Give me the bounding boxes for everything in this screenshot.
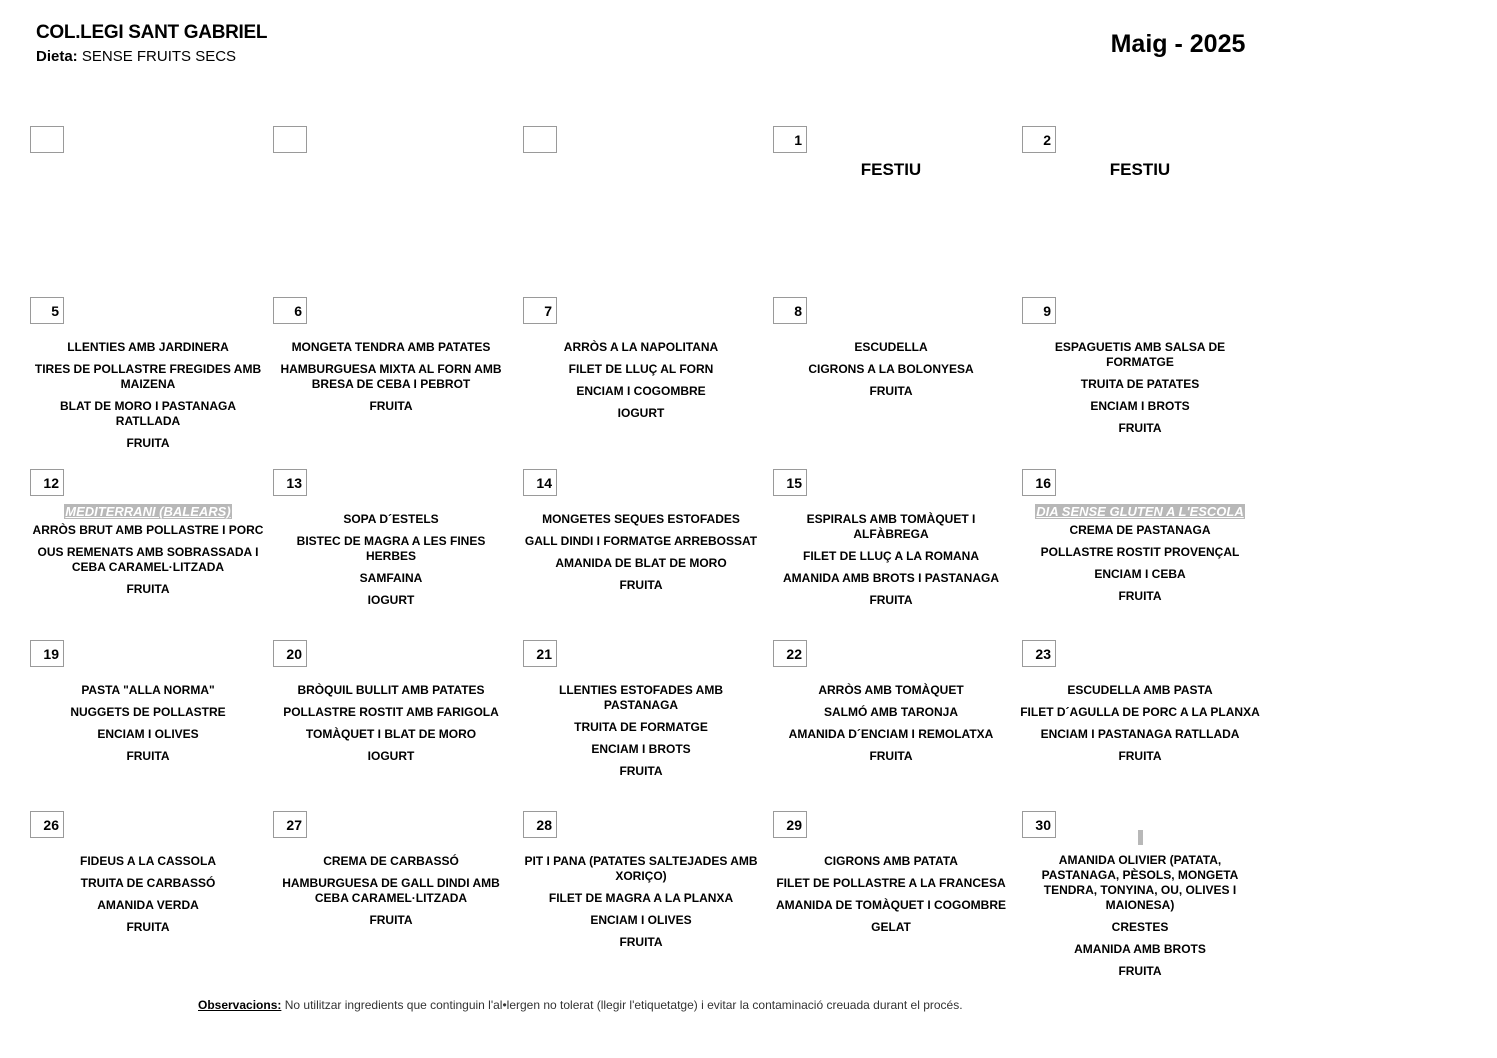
dish-item: FRUITA bbox=[126, 436, 170, 450]
dish-item: FRUITA bbox=[126, 582, 170, 596]
menu-list bbox=[521, 854, 761, 957]
dish-item: FRUITA bbox=[369, 399, 413, 413]
day-number: 19 bbox=[30, 640, 64, 667]
day-cell bbox=[771, 640, 1011, 808]
dish-item: FRUITA bbox=[1118, 964, 1162, 978]
day-cell bbox=[28, 640, 268, 808]
dish-item: TRUITA DE FORMATGE bbox=[574, 720, 708, 734]
day-number: 16 bbox=[1022, 469, 1056, 496]
dish-item: FRUITA bbox=[869, 749, 913, 763]
dish-item: LLENTIES ESTOFADES AMB PASTANAGA bbox=[558, 683, 723, 712]
day-number: 26 bbox=[30, 811, 64, 838]
observations-label: Observacions: bbox=[198, 998, 282, 1012]
special-day-label: MEDITERRANI (BALEARS) bbox=[65, 504, 231, 519]
dish-item: FIDEUS A LA CASSOLA bbox=[79, 854, 216, 868]
day-cell bbox=[1020, 126, 1260, 294]
dish-item: IOGURT bbox=[617, 406, 665, 420]
menu-list bbox=[521, 340, 761, 428]
day-number bbox=[273, 126, 307, 153]
dish-item: ENCIAM I BROTS bbox=[591, 742, 691, 756]
diet-label: Dieta: bbox=[36, 48, 78, 65]
dish-item: AMANIDA VERDA bbox=[97, 898, 199, 912]
dish-item: TRUITA DE CARBASSÓ bbox=[80, 876, 216, 890]
dish-item: FRUITA bbox=[869, 384, 913, 398]
day-number: 15 bbox=[773, 469, 807, 496]
dish-item: FILET D´AGULLA DE PORC A LA PLANXA bbox=[1020, 705, 1260, 719]
day-cell bbox=[771, 297, 1011, 465]
dish-item: AMANIDA AMB BROTS bbox=[1074, 942, 1206, 956]
dish-item: ESPIRALS AMB TOMÀQUET I ALFÀBREGA bbox=[806, 512, 976, 541]
day-number: 1 bbox=[773, 126, 807, 153]
day-number bbox=[523, 126, 557, 153]
day-number: 21 bbox=[523, 640, 557, 667]
dish-item: ESCUDELLA AMB PASTA bbox=[1067, 683, 1213, 697]
menu-list bbox=[271, 340, 511, 421]
day-number: 13 bbox=[273, 469, 307, 496]
day-cell bbox=[1020, 469, 1260, 637]
dish-item: SALMÓ AMB TARONJA bbox=[824, 705, 958, 719]
dish-item: BLAT DE MORO I PASTANAGA RATLLADA bbox=[60, 399, 236, 428]
menu-list bbox=[271, 683, 511, 771]
dish-item: POLLASTRE ROSTIT AMB FARIGOLA bbox=[283, 705, 499, 719]
dish-item: GALL DINDI I FORMATGE ARREBOSSAT bbox=[524, 534, 758, 548]
day-cell bbox=[28, 297, 268, 465]
menu-list bbox=[28, 340, 268, 458]
dish-item: FRUITA bbox=[1118, 421, 1162, 435]
day-number: 12 bbox=[30, 469, 64, 496]
day-cell bbox=[521, 469, 761, 637]
menu-list bbox=[271, 854, 511, 935]
dish-item: FRUITA bbox=[126, 749, 170, 763]
dish-item: FRUITA bbox=[869, 593, 913, 607]
day-number: 22 bbox=[773, 640, 807, 667]
dish-item: SOPA D´ESTELS bbox=[343, 512, 439, 526]
day-number bbox=[30, 126, 64, 153]
menu-list bbox=[1020, 340, 1260, 443]
dish-item: CRESTES bbox=[1111, 920, 1169, 934]
day-cell bbox=[521, 297, 761, 465]
diet-value: SENSE FRUITS SECS bbox=[81, 48, 237, 65]
dish-item: ESPAGUETIS AMB SALSA DE FORMATGE bbox=[1054, 340, 1226, 369]
dish-item: CIGRONS AMB PATATA bbox=[824, 854, 958, 868]
diet-line bbox=[36, 48, 236, 65]
menu-list bbox=[521, 512, 761, 600]
special-day-banner bbox=[1020, 503, 1260, 521]
dish-item: FILET DE LLUÇ AL FORN bbox=[568, 362, 714, 376]
day-cell bbox=[771, 469, 1011, 637]
dish-item: AMANIDA DE BLAT DE MORO bbox=[555, 556, 727, 570]
dish-item: OUS REMENATS AMB SOBRASSADA I CEBA CARAMEL·LITZADA bbox=[37, 545, 259, 574]
day-cell bbox=[271, 126, 511, 294]
day-cell bbox=[271, 811, 511, 979]
dish-item: ENCIAM I OLIVES bbox=[97, 727, 199, 741]
menu-list bbox=[28, 503, 268, 604]
menu-list bbox=[1020, 683, 1260, 771]
day-cell bbox=[1020, 640, 1260, 808]
school-name: COL.LEGI SANT GABRIEL bbox=[36, 22, 268, 43]
day-number: 9 bbox=[1022, 297, 1056, 324]
menu-list bbox=[28, 854, 268, 942]
day-cell bbox=[1020, 811, 1260, 979]
dish-item: LLENTIES AMB JARDINERA bbox=[67, 340, 229, 354]
dish-item: FRUITA bbox=[1118, 749, 1162, 763]
dish-item: POLLASTRE ROSTIT PROVENÇAL bbox=[1040, 545, 1240, 559]
dish-item: ENCIAM I BROTS bbox=[1090, 399, 1190, 413]
observations-text: No utilitzar ingredients que continguin l'al•lergen no tolerat (llegir l'etiquetatge) i evitar la contaminació creuada durant el procés. bbox=[284, 998, 963, 1012]
dish-item: ARRÒS AMB TOMÀQUET bbox=[818, 683, 964, 697]
dish-item: FRUITA bbox=[619, 578, 663, 592]
dish-item: MONGETA TENDRA AMB PATATES bbox=[291, 340, 491, 354]
day-cell bbox=[271, 469, 511, 637]
day-number: 20 bbox=[273, 640, 307, 667]
dish-item: AMANIDA AMB BROTS I PASTANAGA bbox=[783, 571, 999, 585]
dish-item: PASTA "ALLA NORMA" bbox=[81, 683, 215, 697]
day-number: 14 bbox=[523, 469, 557, 496]
dish-item: CREMA DE PASTANAGA bbox=[1069, 523, 1211, 537]
menu-list bbox=[28, 683, 268, 771]
day-cell bbox=[521, 126, 761, 294]
menu-list bbox=[771, 854, 1011, 942]
dish-item: NUGGETS DE POLLASTRE bbox=[70, 705, 226, 719]
highlight-mark bbox=[1138, 830, 1143, 845]
dish-item: AMANIDA DE TOMÀQUET I COGOMBRE bbox=[776, 898, 1006, 912]
day-number: 5 bbox=[30, 297, 64, 324]
day-cell bbox=[28, 126, 268, 294]
dish-item: ARRÒS A LA NAPOLITANA bbox=[563, 340, 719, 354]
day-number: 7 bbox=[523, 297, 557, 324]
dish-item: AMANIDA OLIVIER (PATATA, PASTANAGA, PÈSOLS, MONGETA TENDRA, TONYINA, OU, OLIVES I MAIONESA) bbox=[1041, 853, 1239, 912]
day-number: 6 bbox=[273, 297, 307, 324]
dish-item: FILET DE MAGRA A LA PLANXA bbox=[548, 891, 734, 905]
dish-item: IOGURT bbox=[367, 749, 415, 763]
dish-item: MONGETES SEQUES ESTOFADES bbox=[542, 512, 740, 526]
day-cell bbox=[271, 640, 511, 808]
menu-list bbox=[771, 340, 1011, 406]
dish-item: TOMÀQUET I BLAT DE MORO bbox=[305, 727, 477, 741]
menu-list bbox=[521, 683, 761, 786]
day-cell bbox=[521, 640, 761, 808]
day-number: 30 bbox=[1022, 811, 1056, 838]
menu-list bbox=[1020, 503, 1260, 611]
dish-item: SAMFAINA bbox=[359, 571, 423, 585]
day-cell bbox=[521, 811, 761, 979]
day-cell bbox=[271, 297, 511, 465]
dish-item: ARRÒS BRUT AMB POLLASTRE I PORC bbox=[32, 523, 264, 537]
dish-item: ESCUDELLA bbox=[854, 340, 928, 354]
day-cell bbox=[771, 811, 1011, 979]
holiday-label: FESTIU bbox=[1109, 160, 1171, 179]
day-cell bbox=[771, 126, 1011, 294]
dish-item: CIGRONS A LA BOLONYESA bbox=[808, 362, 974, 376]
day-number: 29 bbox=[773, 811, 807, 838]
day-cell bbox=[28, 469, 268, 637]
day-number: 23 bbox=[1022, 640, 1056, 667]
dish-item: TRUITA DE PATATES bbox=[1080, 377, 1200, 391]
dish-item: ENCIAM I CEBA bbox=[1094, 567, 1186, 581]
dish-item: CREMA DE CARBASSÓ bbox=[323, 854, 459, 868]
menu-list bbox=[1020, 830, 1260, 979]
dish-item: ENCIAM I COGOMBRE bbox=[576, 384, 706, 398]
dish-item: ENCIAM I PASTANAGA RATLLADA bbox=[1040, 727, 1240, 741]
holiday-label: FESTIU bbox=[860, 160, 922, 179]
highlight-marker bbox=[1020, 830, 1260, 850]
dish-item: FRUITA bbox=[1118, 589, 1162, 603]
dish-item: FRUITA bbox=[619, 764, 663, 778]
month-title: Maig - 2025 bbox=[1110, 30, 1246, 58]
dish-item: BISTEC DE MAGRA A LES FINES HERBES bbox=[296, 534, 486, 563]
menu-list bbox=[271, 512, 511, 615]
dish-item: TIRES DE POLLASTRE FREGIDES AMB MAIZENA bbox=[34, 362, 262, 391]
day-number: 27 bbox=[273, 811, 307, 838]
dish-item: IOGURT bbox=[367, 593, 415, 607]
dish-item: BRÒQUIL BULLIT AMB PATATES bbox=[297, 683, 485, 697]
dish-item: FRUITA bbox=[369, 913, 413, 927]
menu-list bbox=[771, 683, 1011, 771]
day-cell bbox=[28, 811, 268, 979]
dish-item: FRUITA bbox=[619, 935, 663, 949]
dish-item: AMANIDA D´ENCIAM I REMOLATXA bbox=[788, 727, 994, 741]
menu-list bbox=[771, 512, 1011, 615]
dish-item: HAMBURGUESA MIXTA AL FORN AMB BRESA DE CEBA I PEBROT bbox=[280, 362, 502, 391]
dish-item: GELAT bbox=[871, 920, 911, 934]
dish-item: PIT I PANA (PATATES SALTEJADES AMB XORIÇO) bbox=[524, 854, 758, 883]
observations bbox=[198, 998, 963, 1012]
dish-item: FILET DE LLUÇ A LA ROMANA bbox=[803, 549, 979, 563]
day-number: 8 bbox=[773, 297, 807, 324]
dish-item: HAMBURGUESA DE GALL DINDI AMB CEBA CARAMEL·LITZADA bbox=[282, 876, 500, 905]
day-number: 28 bbox=[523, 811, 557, 838]
dish-item: FRUITA bbox=[126, 920, 170, 934]
day-number: 2 bbox=[1022, 126, 1056, 153]
special-day-banner bbox=[28, 503, 268, 521]
dish-item: ENCIAM I OLIVES bbox=[590, 913, 692, 927]
special-day-label: DIA SENSE GLUTEN A L'ESCOLA bbox=[1036, 504, 1244, 519]
day-cell bbox=[1020, 297, 1260, 465]
dish-item: FILET DE POLLASTRE A LA FRANCESA bbox=[776, 876, 1006, 890]
